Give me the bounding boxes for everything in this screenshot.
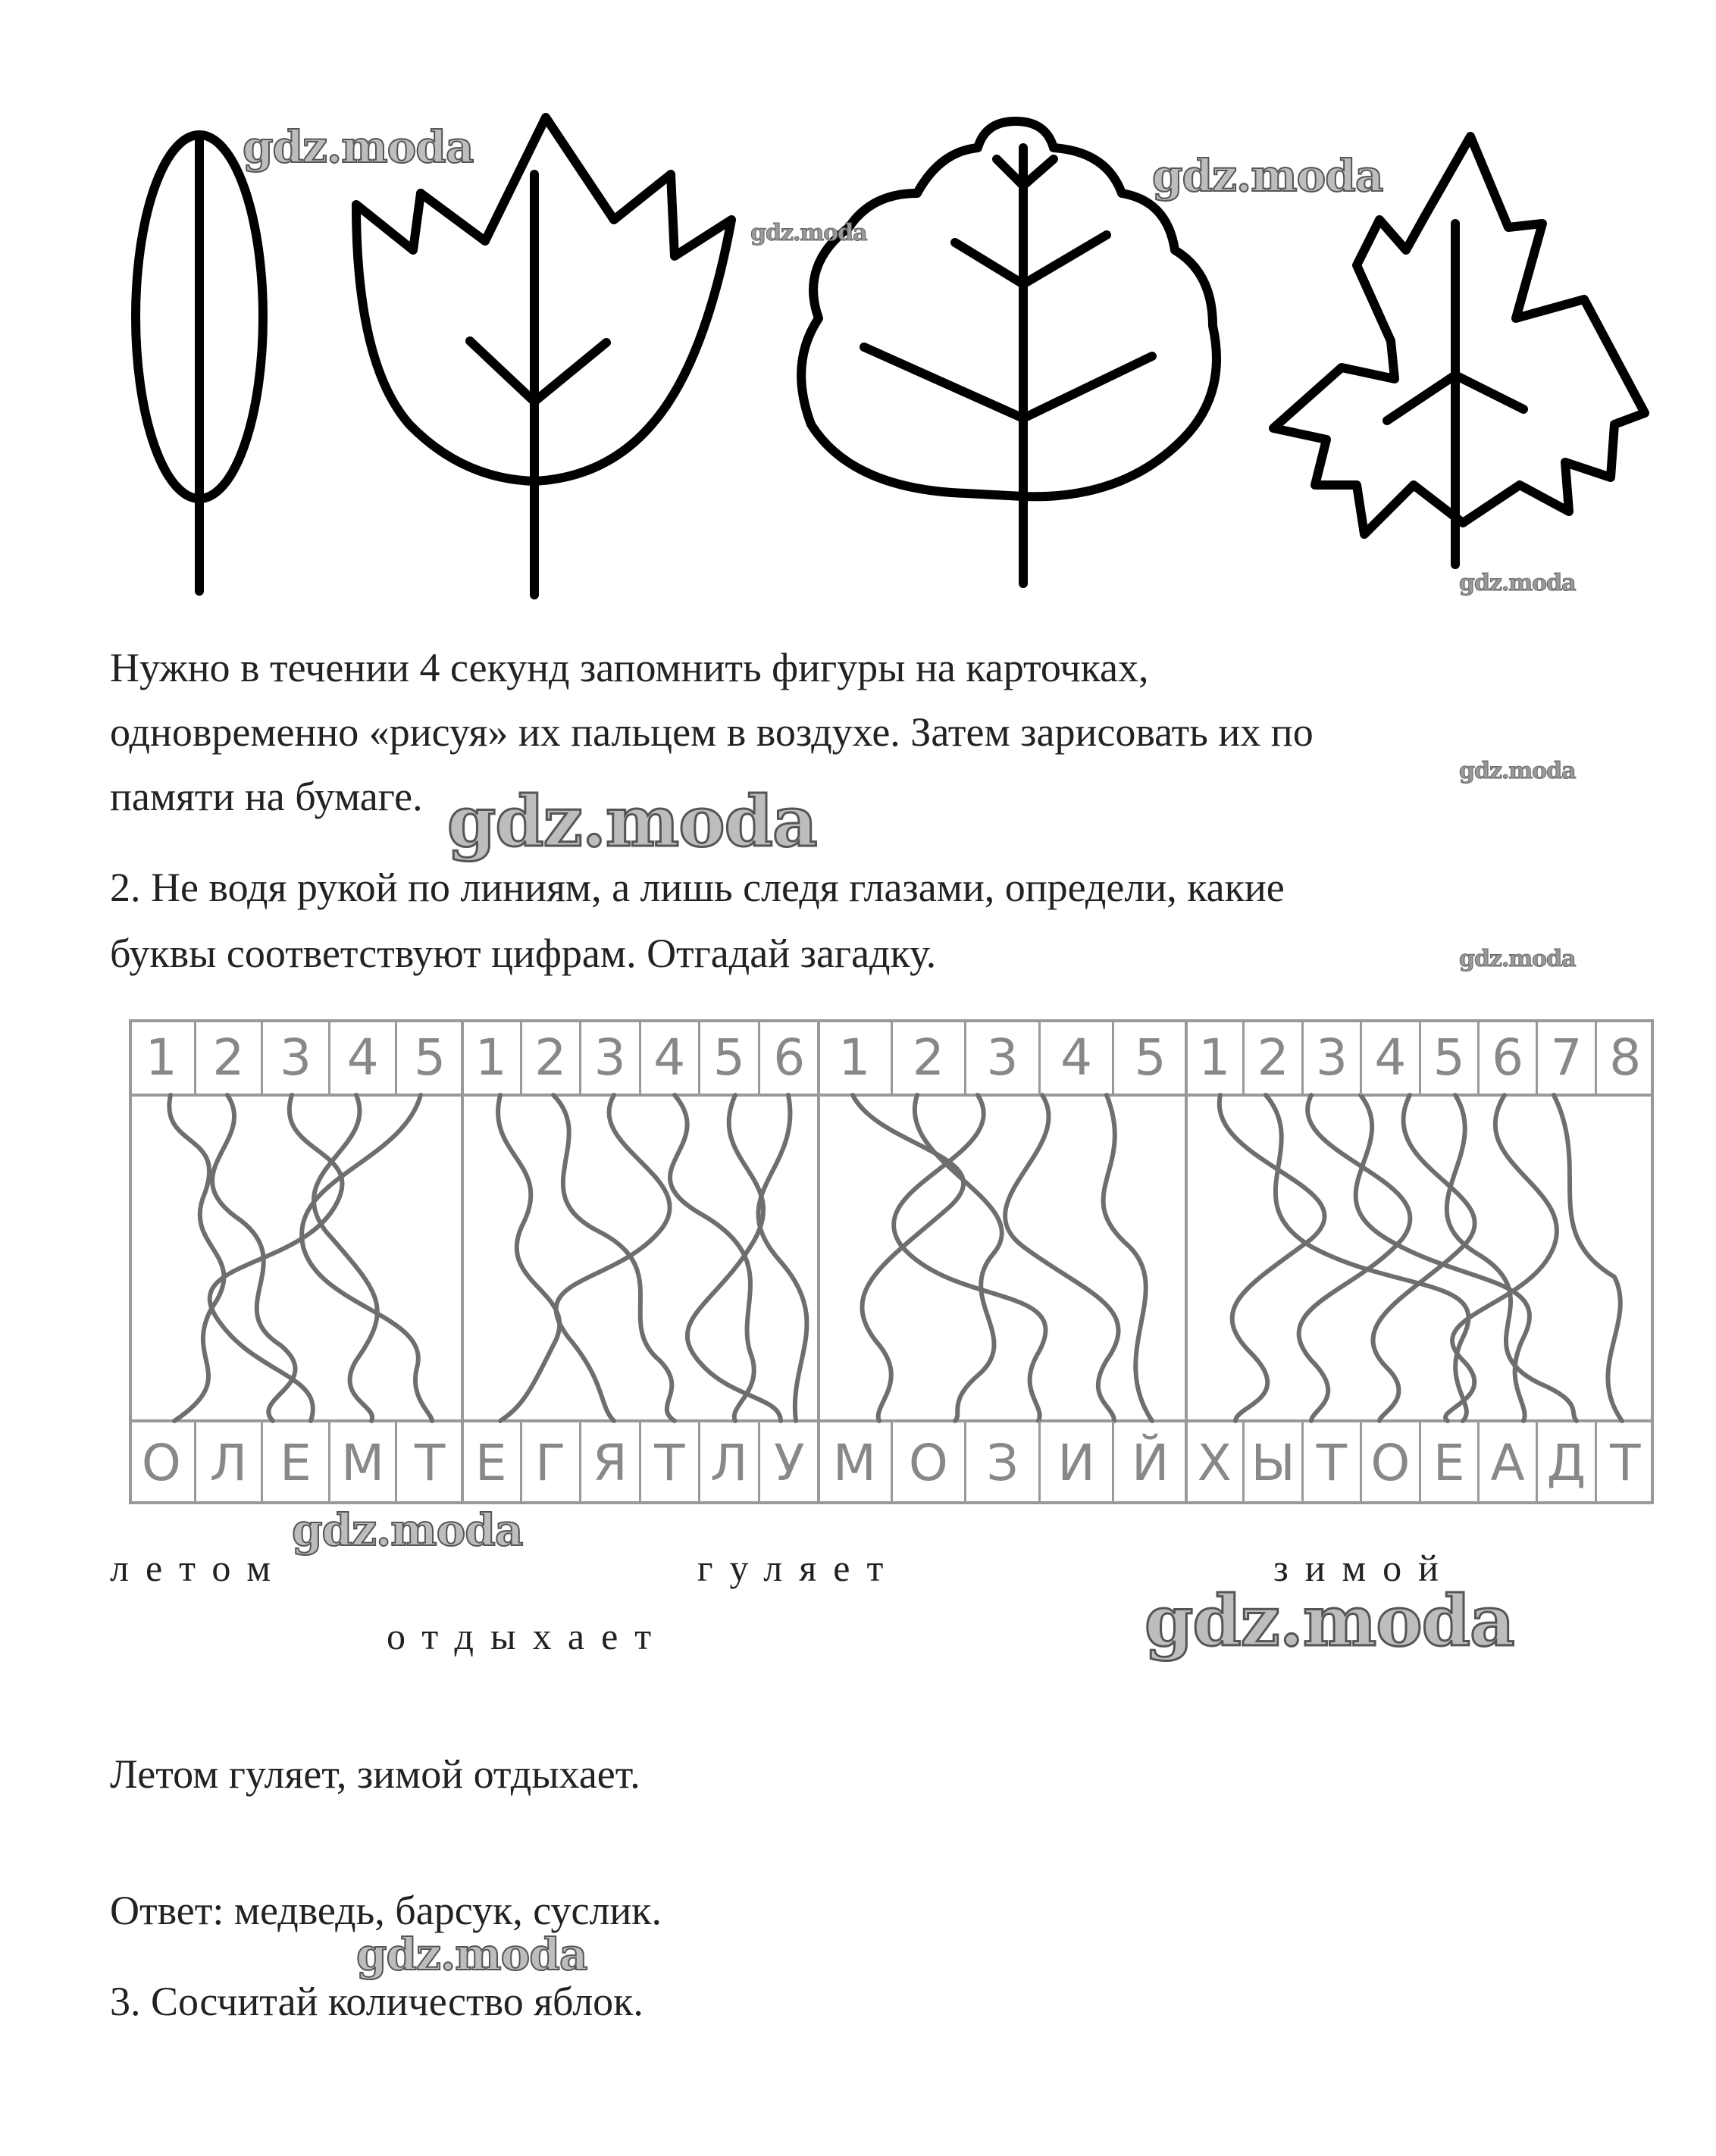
letter-cell: Т — [641, 1421, 701, 1504]
task1-line: Нужно в течении 4 секунд запомнить фигуры на карточках, — [110, 645, 1149, 690]
task2-line: буквы соответствуют цифрам. Отгадай загадку. — [110, 931, 937, 976]
number-cell: 5 — [1421, 1019, 1480, 1095]
letter-cell: О — [129, 1421, 196, 1504]
answer-text: Ответ: медведь, барсук, суслик. — [110, 1888, 662, 1933]
task1-line: памяти на бумаге. — [110, 774, 423, 819]
watermark: gdz.moda — [447, 781, 817, 862]
letter-row-2 — [462, 1421, 819, 1504]
letter-cell: Х — [1186, 1421, 1245, 1504]
number-cell: 1 — [819, 1019, 893, 1095]
number-row-2 — [462, 1019, 819, 1095]
number-cell: 5 — [414, 1028, 446, 1087]
watermark: gdz.moda — [1459, 758, 1576, 784]
letter-cell: О — [893, 1421, 967, 1504]
letter-cell: М — [330, 1421, 398, 1504]
leaf-1-icon — [136, 135, 263, 591]
number-cell: 2 — [522, 1019, 582, 1095]
number-cell: 8 — [1609, 1028, 1642, 1087]
watermark: gdz.moda — [356, 1929, 587, 1980]
number-cell: 4 — [1362, 1019, 1420, 1095]
number-cell: 4 — [330, 1019, 398, 1095]
answer-word: зимой — [1273, 1547, 1455, 1589]
watermark: gdz.moda — [1459, 946, 1576, 972]
number-cell: 5 — [1134, 1028, 1166, 1087]
number-cell: 3 — [263, 1019, 330, 1095]
number-cell: 2 — [196, 1019, 264, 1095]
letter-cell: Д — [1538, 1421, 1596, 1504]
letter-cell: Ы — [1245, 1421, 1303, 1504]
number-cell: 3 — [966, 1019, 1041, 1095]
letter-cell: Й — [1131, 1433, 1170, 1492]
leaf-2-icon — [356, 117, 731, 595]
answer-word: летом — [110, 1547, 288, 1589]
watermark: gdz.moda — [292, 1504, 523, 1556]
letter-cell: Е — [462, 1421, 522, 1504]
task3-title: 3. Сосчитай количество яблок. — [110, 1979, 644, 2024]
number-cell: 2 — [893, 1019, 967, 1095]
number-row-3 — [819, 1019, 1186, 1095]
number-cell: 1 — [129, 1019, 196, 1095]
number-cell: 7 — [1538, 1019, 1596, 1095]
number-cell: 5 — [700, 1019, 760, 1095]
letter-row-1 — [129, 1421, 462, 1504]
number-row-4 — [1186, 1019, 1654, 1095]
number-cell: 2 — [1245, 1019, 1303, 1095]
task2-line: 2. Не водя рукой по линиям, а лишь следя глазами, определи, какие — [110, 865, 1285, 910]
letter-row-4 — [1186, 1421, 1654, 1504]
watermark: gdz.moda — [1459, 570, 1576, 596]
letter-cell: Я — [581, 1421, 641, 1504]
number-cell: 4 — [641, 1019, 701, 1095]
letter-cell: Л — [700, 1421, 760, 1504]
watermark: gdz.moda — [243, 121, 474, 173]
letter-cell: З — [966, 1421, 1041, 1504]
task1-line: одновременно «рисуя» их пальцем в воздухе. Затем зарисовать их по — [110, 709, 1314, 755]
number-cell: 1 — [462, 1019, 522, 1095]
letter-cell: Т — [1304, 1421, 1362, 1504]
number-row-1 — [129, 1019, 462, 1095]
letter-cell: Г — [522, 1421, 582, 1504]
line-maze-puzzle — [129, 1019, 1654, 1504]
number-cell: 6 — [773, 1028, 806, 1087]
letter-cell: Л — [196, 1421, 264, 1504]
letter-cell: У — [774, 1433, 805, 1492]
answer-word: отдыхает — [387, 1615, 669, 1657]
watermark: gdz.moda — [1152, 150, 1383, 202]
letter-cell: М — [819, 1421, 893, 1504]
letter-cell: И — [1041, 1421, 1115, 1504]
leaf-drawings — [0, 0, 1716, 621]
letter-cell: А — [1480, 1421, 1538, 1504]
number-cell: 4 — [1041, 1019, 1115, 1095]
letter-cell: Е — [1421, 1421, 1480, 1504]
letter-cell: О — [1362, 1421, 1420, 1504]
number-cell: 1 — [1186, 1019, 1245, 1095]
letter-row-3 — [819, 1421, 1186, 1504]
number-cell: 6 — [1480, 1019, 1538, 1095]
answer-word: гуляет — [697, 1547, 900, 1589]
number-cell: 3 — [1304, 1019, 1362, 1095]
riddle-text: Летом гуляет, зимой отдыхает. — [110, 1751, 640, 1797]
watermark: gdz.moda — [1145, 1580, 1514, 1662]
number-cell: 3 — [581, 1019, 641, 1095]
letter-cell: Т — [1610, 1433, 1641, 1492]
letter-cell: Т — [415, 1433, 446, 1492]
letter-cell: Е — [263, 1421, 330, 1504]
watermark: gdz.moda — [750, 220, 867, 246]
